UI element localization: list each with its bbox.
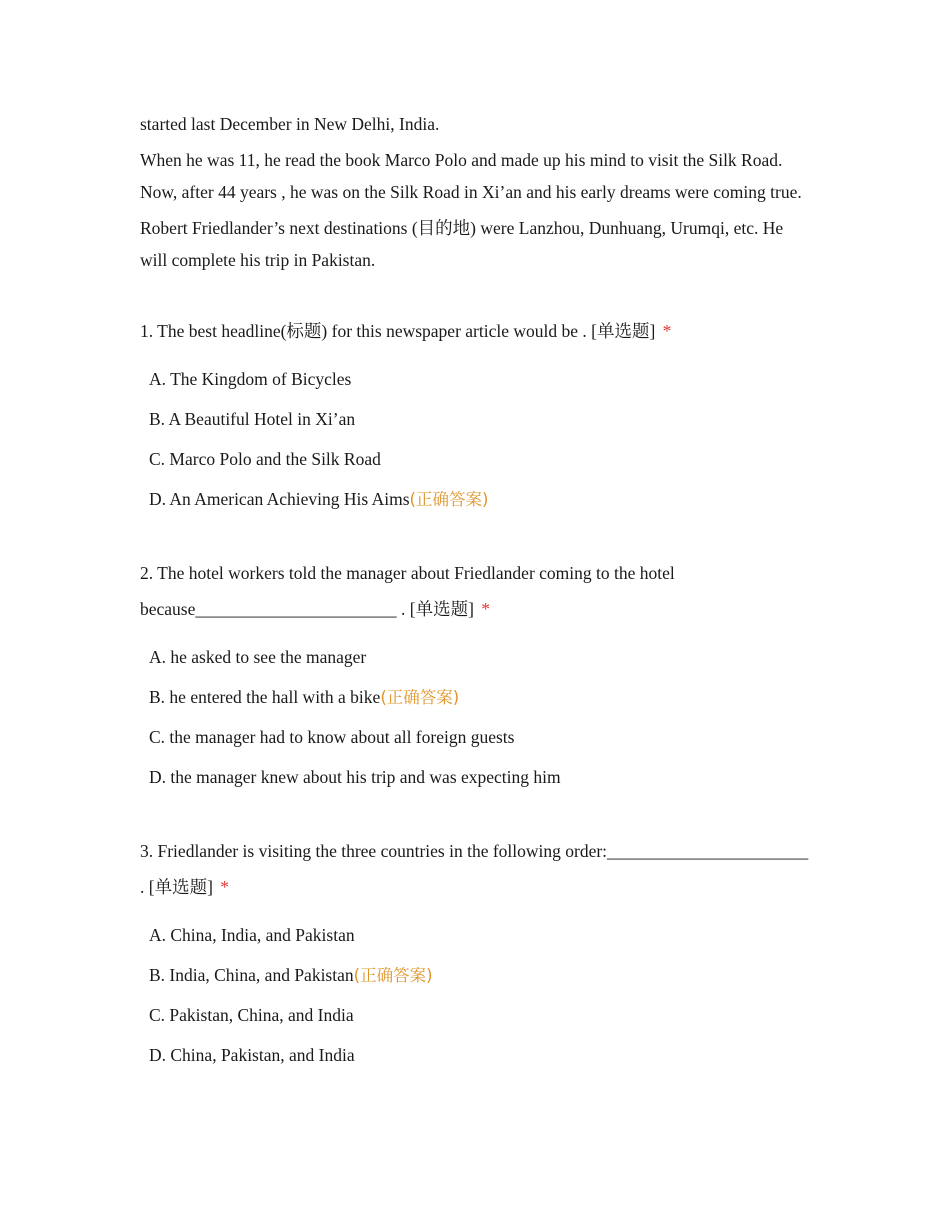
option-text: A. he asked to see the manager [149,646,367,667]
option-b[interactable] [149,399,810,439]
option-c[interactable] [149,439,810,479]
required-mark: * [481,598,491,619]
question-3 [140,833,810,1075]
option-text: D. the manager knew about his trip and was expecting him [149,766,561,787]
question-stem [140,313,810,349]
option-a[interactable] [149,637,810,677]
passage-paragraph: Robert Friedlander’s next destinations (目的地) were Lanzhou, Dunhuang, Urumqi, etc. He will complete his trip in Pakistan. [140,217,784,270]
required-mark: * [662,320,672,341]
question-text: 2. The hotel workers told the manager about Friedlander coming to the hotel because_______________________ . [140,562,675,619]
question-type-label: [单选题] [148,876,213,897]
passage-paragraph: started last December in New Delhi, India. [140,114,440,134]
option-d[interactable] [149,1035,810,1075]
question-stem [140,555,810,627]
required-mark: * [220,876,230,897]
option-text: A. The Kingdom of Bicycles [149,368,352,389]
question-text: 3. Friedlander is visiting the three countries in the following order:_______________________ . [140,840,809,897]
option-text: B. A Beautiful Hotel in Xi’an [149,408,356,429]
question-type-label: [单选题] [409,598,474,619]
question-1 [140,313,810,519]
option-list [140,637,810,797]
passage-paragraph: When he was 11, he read the book Marco Polo and made up his mind to visit the Silk Road. Now, after 44 years , he was on the Silk Road in Xi’an and his early dreams were coming true. [140,149,802,202]
option-d[interactable] [149,479,810,519]
option-c[interactable] [149,995,810,1035]
question-text: 1. The best headline(标题) for this newspaper article would be . [140,320,587,341]
option-text: C. the manager had to know about all foreign guests [149,726,515,747]
option-text: B. he entered the hall with a bike [149,686,381,707]
question-stem [140,833,810,905]
question-2 [140,555,810,797]
option-text: A. China, India, and Pakistan [149,924,355,945]
option-b[interactable] [149,677,810,717]
option-text: D. An American Achieving His Aims [149,488,410,509]
option-b[interactable] [149,955,810,995]
option-a[interactable] [149,915,810,955]
question-type-label: [单选题] [591,320,656,341]
reading-passage [140,108,810,277]
correct-answer-label: (正确答案) [353,965,433,985]
option-text: D. China, Pakistan, and India [149,1044,355,1065]
option-text: C. Pakistan, China, and India [149,1004,354,1025]
correct-answer-label: (正确答案) [409,489,489,509]
option-d[interactable] [149,757,810,797]
option-text: C. Marco Polo and the Silk Road [149,448,381,469]
option-list [140,915,810,1075]
option-a[interactable] [149,359,810,399]
document-page [140,108,810,1075]
correct-answer-label: (正确答案) [380,687,460,707]
option-text: B. India, China, and Pakistan [149,964,354,985]
option-list [140,359,810,519]
option-c[interactable] [149,717,810,757]
